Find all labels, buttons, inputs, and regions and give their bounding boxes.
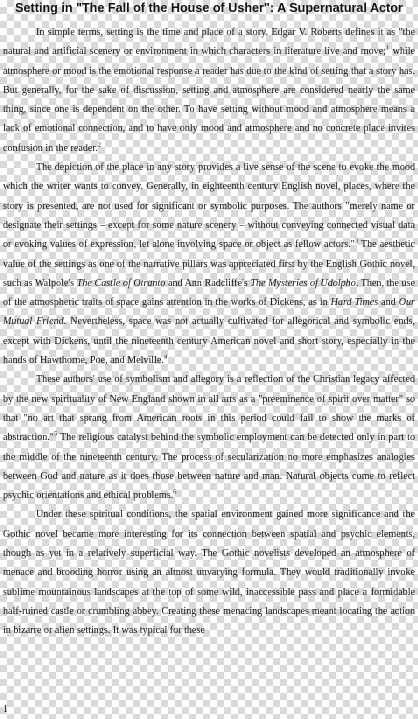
body-paragraph bbox=[3, 505, 415, 640]
text-run: The depiction of the place in any story provides a live sense of the scene to evoke the mood which the writer wants to convey. Generally, in eighteenth century English novel, places, where the story is presented, are not used for significant or symbolic purposes. The authors "merely name or designate their settings – except for some nature scenery – without conveying connected visual data or evoking values of expression, let alone involving space or object as fellow actors." bbox=[3, 162, 415, 251]
footnote-marker: 2 bbox=[97, 141, 101, 149]
italic-title: Our Mutual Friend bbox=[3, 297, 415, 328]
page-number: 1 bbox=[3, 704, 8, 715]
footnote-marker: 3 bbox=[354, 237, 359, 245]
text-run: . Then, the use of the atmospheric traits of space gains attention in the works of Dickens, as in bbox=[3, 277, 416, 309]
italic-title: The Mysteries of Udolpho bbox=[250, 277, 356, 289]
footnote-marker: 6 bbox=[173, 488, 177, 496]
text-run: while atmosphere or mood is the emotional response a reader has due to the kind of setting that a story has. But generally, for the sake of discussion, setting and atmosphere are considered nearly the same thing, since one is dependent on the other. To have setting without mood and atmosphere means a lack of emotional connection, and to have only mood and atmosphere and no concrete place invites confusion in the reader. bbox=[3, 46, 415, 154]
italic-title: The Castle of Otranto bbox=[76, 277, 166, 289]
footnote-marker: 5 bbox=[53, 430, 58, 438]
text-run: These authors' use of symbolism and allegory is a reflection of the Christian legacy affected by the new spirituality of New England shown in all arts as a "preeminence of spirit over matter" so that "no art that sprang from American roots in this period could fail to show the marks of abstraction." bbox=[3, 374, 415, 444]
text-run: The aesthetic value of the settings as one of the narrative pillars was appreciated first by the English Gothic novel, such as Walpole's bbox=[3, 239, 416, 289]
text-run: and Ann Radcliffe's bbox=[165, 277, 251, 289]
body-paragraph bbox=[3, 158, 415, 370]
body-paragraph bbox=[3, 370, 415, 505]
text-run: . Nevertheless, space was not actually cultivated for allegorical and symbolic ends, except with Dickens, until the nineteenth century American novel and short story, especially in the hands of Hawthorne, Poe, and Melville. bbox=[3, 316, 415, 367]
italic-title: Hard Times bbox=[330, 297, 379, 309]
footnote-marker: 1 bbox=[385, 44, 390, 52]
text-run: and bbox=[378, 297, 399, 309]
text-run: The religious catalyst behind the symbolic employment can be detected only in part to the middle of the nineteenth century. The process of secularization no more emphasizes analogies between God and nature as it does those between nature and man. Natural objects come to reflect psychic orientations and ethical problems. bbox=[3, 432, 415, 502]
text-run: Under these spiritual conditions, the spatial environment gained more significance and the Gothic novel became more interesting for its connection between spatial and psychic elements, though as yet in a relatively superficial way. The Gothic novelists developed an atmosphere of menace and brooding horror using an almost unvarying formula. They would traditionally invoke sublime mountainous landscapes at the top of some wild, inaccessible pass and place a formidable half-ruined castle or crumbling abbey. Creating these menacing landscapes meant locating the action in bizarre or alien settings. It was typical for these bbox=[3, 509, 415, 637]
footnote-marker: 4 bbox=[163, 353, 168, 361]
text-run: In simple terms, setting is the time and place of a story. Edgar V. Roberts defines it as "the natural and artificial scenery or environment in which characters in literature live and move; bbox=[3, 27, 415, 58]
document-body bbox=[3, 23, 415, 641]
body-paragraph bbox=[3, 23, 415, 158]
document-title: Setting in "The Fall of the House of Usher": A Supernatural Actor bbox=[15, 1, 403, 15]
